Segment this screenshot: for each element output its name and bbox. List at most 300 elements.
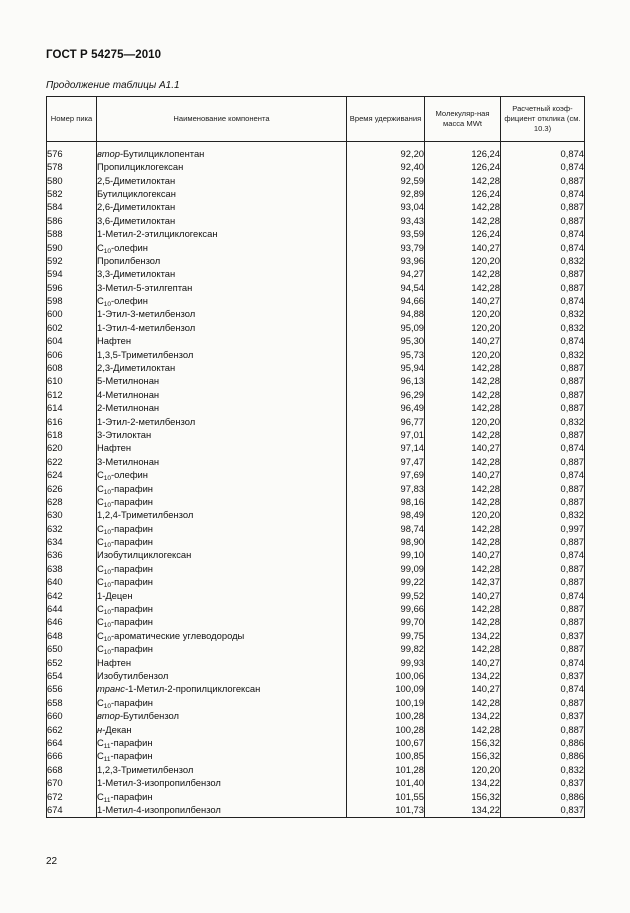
name-text: Изобутилбензол: [97, 670, 169, 681]
component-name: [97, 562, 347, 575]
molecular-mass: 156,32: [425, 736, 501, 749]
molecular-mass: 142,28: [425, 268, 501, 281]
response-factor: 0,887: [501, 616, 585, 629]
peak-number: 580: [47, 174, 97, 187]
page-number: 22: [46, 856, 58, 867]
component-name: [97, 763, 347, 776]
peak-number: 598: [47, 294, 97, 307]
molecular-mass: 120,20: [425, 763, 501, 776]
name-text: Бутилбензол: [123, 710, 180, 722]
peak-number: 602: [47, 321, 97, 334]
molecular-mass: 140,27: [425, 549, 501, 562]
col-header-molecular-mass: Молекуляр-ная масса MWt: [425, 97, 501, 142]
table-row: [47, 549, 585, 562]
molecular-mass: 142,28: [425, 375, 501, 388]
components-table: [46, 96, 585, 818]
molecular-mass: 120,20: [425, 509, 501, 522]
component-name: [97, 442, 347, 455]
formula-base: С: [97, 482, 104, 494]
retention-time: 99,75: [347, 629, 425, 642]
peak-number: 638: [47, 562, 97, 575]
formula-subscript: 10: [103, 622, 112, 630]
component-name: [97, 308, 347, 321]
molecular-mass: 142,28: [425, 643, 501, 656]
peak-number: 588: [47, 227, 97, 240]
peak-number: 636: [47, 549, 97, 562]
molecular-mass: 140,27: [425, 442, 501, 455]
component-name: [97, 750, 347, 763]
table-row: [47, 428, 585, 441]
retention-time: 99,93: [347, 656, 425, 669]
response-factor: 0,874: [501, 468, 585, 481]
molecular-mass: 142,28: [425, 482, 501, 495]
component-name: [97, 455, 347, 468]
component-name: [97, 535, 347, 548]
retention-time: 100,28: [347, 709, 425, 722]
response-factor: 0,874: [501, 442, 585, 455]
retention-time: 93,43: [347, 214, 425, 227]
response-factor: 0,887: [501, 602, 585, 615]
component-name: [97, 294, 347, 307]
formula-suffix: -олефин: [111, 241, 148, 253]
molecular-mass: 142,28: [425, 388, 501, 401]
table-row: [47, 375, 585, 388]
retention-time: 97,69: [347, 468, 425, 481]
formula-base: С: [97, 603, 104, 615]
response-factor: 0,886: [501, 750, 585, 763]
component-name: [97, 227, 347, 240]
name-prefix: транс-: [97, 683, 129, 695]
table-row: [47, 308, 585, 321]
formula-base: С: [97, 241, 104, 253]
formula-base: С: [97, 522, 104, 534]
formula-subscript: 11: [103, 756, 111, 764]
formula-suffix: -парафин: [111, 522, 153, 534]
response-factor: 0,887: [501, 562, 585, 575]
formula-subscript: 10: [103, 582, 112, 589]
retention-time: 100,85: [347, 750, 425, 763]
response-factor: 0,832: [501, 763, 585, 776]
response-factor: 0,887: [501, 723, 585, 736]
component-name: [97, 522, 347, 535]
molecular-mass: 126,24: [425, 160, 501, 173]
table-row: [47, 321, 585, 334]
response-factor: 0,874: [501, 227, 585, 240]
peak-number: 660: [47, 709, 97, 722]
component-name: [97, 348, 347, 361]
response-factor: 0,887: [501, 268, 585, 281]
retention-time: 96,29: [347, 388, 425, 401]
molecular-mass: 126,24: [425, 187, 501, 200]
molecular-mass: 142,28: [425, 495, 501, 508]
response-factor: 0,887: [501, 428, 585, 441]
retention-time: 97,47: [347, 455, 425, 468]
name-text: 1,3,5-Триметилбензол: [97, 348, 194, 360]
retention-time: 94,88: [347, 308, 425, 321]
retention-time: 93,04: [347, 201, 425, 214]
response-factor: 0,874: [501, 294, 585, 307]
document-title: ГОСТ Р 54275—2010: [46, 49, 162, 61]
peak-number: 626: [47, 482, 97, 495]
peak-number: 596: [47, 281, 97, 294]
name-text: Пропилбензол: [97, 254, 161, 266]
component-name: [97, 147, 347, 160]
name-text: 2,3-Диметилоктан: [97, 362, 176, 374]
component-name: [97, 335, 347, 348]
peak-number: 618: [47, 428, 97, 441]
response-factor: 0,887: [501, 535, 585, 548]
col-header-response-factor: Расчетный коэф-фициент отклика (см. 10.3): [501, 97, 585, 142]
response-factor: 0,874: [501, 187, 585, 200]
formula-subscript: 11: [103, 742, 111, 750]
formula-base: С: [97, 643, 104, 655]
table-row: [47, 201, 585, 214]
retention-time: 95,09: [347, 321, 425, 334]
retention-time: 98,16: [347, 495, 425, 508]
name-text: 1-Этил-2-метилбензол: [97, 415, 196, 427]
molecular-mass: 142,28: [425, 428, 501, 441]
component-name: [97, 241, 347, 254]
table-row: [47, 495, 585, 508]
name-text: 2,6-Диметилоктан: [97, 201, 176, 213]
peak-number: 662: [47, 723, 97, 736]
table-row: [47, 696, 585, 709]
table-row: [47, 602, 585, 615]
peak-number: 614: [47, 402, 97, 415]
formula-subscript: 11: [103, 796, 111, 804]
retention-time: 96,13: [347, 375, 425, 388]
component-name: [97, 509, 347, 522]
retention-time: 101,40: [347, 776, 425, 789]
component-name: [97, 428, 347, 441]
component-name: [97, 402, 347, 415]
peak-number: 590: [47, 241, 97, 254]
molecular-mass: 134,22: [425, 709, 501, 722]
formula-subscript: 10: [103, 609, 112, 616]
molecular-mass: 142,28: [425, 616, 501, 629]
formula-subscript: 10: [103, 568, 112, 576]
molecular-mass: 142,28: [425, 214, 501, 227]
retention-time: 98,74: [347, 522, 425, 535]
response-factor: 0,887: [501, 375, 585, 388]
component-name: [97, 709, 347, 722]
name-prefix: втор-: [97, 710, 124, 722]
response-factor: 0,832: [501, 415, 585, 428]
response-factor: 0,874: [501, 241, 585, 254]
name-text: 1-Метил-3-изопропилбензол: [97, 777, 221, 789]
table-row: [47, 227, 585, 240]
formula-base: С: [97, 295, 104, 307]
component-name: [97, 683, 347, 696]
name-text: 3-Метилнонан: [97, 455, 160, 467]
peak-number: 670: [47, 776, 97, 789]
peak-number: 644: [47, 602, 97, 615]
name-text: 4-Метилнонан: [97, 388, 160, 400]
molecular-mass: 120,20: [425, 254, 501, 267]
component-name: [97, 160, 347, 173]
name-text: 3,3-Диметилоктан: [97, 268, 176, 280]
retention-time: 100,06: [347, 669, 425, 682]
peak-number: 656: [47, 683, 97, 696]
molecular-mass: 142,28: [425, 201, 501, 214]
molecular-mass: 142,28: [425, 361, 501, 374]
name-text: Нафтен: [97, 335, 132, 347]
molecular-mass: 120,20: [425, 321, 501, 334]
col-header-component-name: Наименование компонента: [97, 97, 347, 142]
peak-number: 650: [47, 643, 97, 656]
molecular-mass: 142,28: [425, 522, 501, 535]
retention-time: 92,89: [347, 187, 425, 200]
formula-suffix: -парафин: [111, 576, 153, 588]
formula-subscript: 10: [103, 247, 112, 255]
component-name: [97, 214, 347, 227]
retention-time: 99,82: [347, 643, 425, 656]
formula-base: С: [97, 495, 104, 507]
component-name: [97, 736, 347, 749]
retention-time: 96,49: [347, 402, 425, 415]
response-factor: 0,874: [501, 160, 585, 173]
table-row: [47, 268, 585, 281]
response-factor: 0,837: [501, 629, 585, 642]
table-row: [47, 147, 585, 160]
col-header-peak-number: Номер пика: [47, 97, 97, 142]
retention-time: 99,10: [347, 549, 425, 562]
table-row: [47, 509, 585, 522]
peak-number: 632: [47, 522, 97, 535]
component-name: [97, 723, 347, 736]
formula-suffix: -парафин: [111, 696, 153, 708]
formula-suffix: -парафин: [110, 750, 153, 762]
molecular-mass: 140,27: [425, 468, 501, 481]
response-factor: 0,837: [501, 709, 585, 722]
formula-subscript: 10: [103, 301, 112, 308]
response-factor: 0,832: [501, 348, 585, 361]
response-factor: 0,886: [501, 736, 585, 749]
peak-number: 576: [47, 147, 97, 160]
component-name: [97, 201, 347, 214]
component-name: [97, 656, 347, 669]
molecular-mass: 142,37: [425, 576, 501, 589]
table-row: [47, 214, 585, 227]
response-factor: 0,887: [501, 361, 585, 374]
name-prefix: втор-: [97, 147, 124, 159]
formula-base: С: [97, 736, 104, 748]
name-text: Бутилциклогексан: [97, 187, 176, 199]
peak-number: 668: [47, 763, 97, 776]
molecular-mass: 134,22: [425, 776, 501, 789]
peak-number: 600: [47, 308, 97, 321]
component-name: [97, 361, 347, 374]
table-row: [47, 656, 585, 669]
table-row: [47, 361, 585, 374]
component-name: [97, 576, 347, 589]
table-row: [47, 643, 585, 656]
table-row: [47, 589, 585, 602]
response-factor: 0,887: [501, 576, 585, 589]
component-name: [97, 643, 347, 656]
table-row: [47, 750, 585, 763]
retention-time: 100,09: [347, 683, 425, 696]
table-row: [47, 281, 585, 294]
component-name: [97, 268, 347, 281]
peak-number: 634: [47, 535, 97, 548]
retention-time: 98,49: [347, 509, 425, 522]
component-name: [97, 415, 347, 428]
formula-suffix: -парафин: [111, 536, 153, 548]
peak-number: 616: [47, 415, 97, 428]
peak-number: 612: [47, 388, 97, 401]
peak-number: 578: [47, 160, 97, 173]
table-row: [47, 763, 585, 776]
retention-time: 101,73: [347, 803, 425, 817]
molecular-mass: 134,22: [425, 803, 501, 817]
retention-time: 92,40: [347, 160, 425, 173]
table-row: [47, 174, 585, 187]
response-factor: 0,832: [501, 509, 585, 522]
peak-number: 584: [47, 201, 97, 214]
formula-subscript: 10: [103, 528, 112, 536]
name-text: Пропилциклогексан: [97, 161, 184, 173]
molecular-mass: 140,27: [425, 589, 501, 602]
col-header-retention-time: Время удерживания: [347, 97, 425, 142]
peak-number: 592: [47, 254, 97, 267]
retention-time: 94,66: [347, 294, 425, 307]
response-factor: 0,832: [501, 308, 585, 321]
name-text: Нафтен: [97, 656, 132, 668]
component-name: [97, 669, 347, 682]
molecular-mass: 142,28: [425, 723, 501, 736]
molecular-mass: 140,27: [425, 241, 501, 254]
component-name: [97, 776, 347, 789]
retention-time: 97,01: [347, 428, 425, 441]
molecular-mass: 134,22: [425, 669, 501, 682]
retention-time: 99,52: [347, 589, 425, 602]
formula-subscript: 10: [103, 542, 112, 549]
response-factor: 0,874: [501, 589, 585, 602]
response-factor: 0,887: [501, 482, 585, 495]
response-factor: 0,887: [501, 214, 585, 227]
formula-suffix: -олефин: [111, 295, 148, 307]
component-name: [97, 281, 347, 294]
response-factor: 0,887: [501, 495, 585, 508]
response-factor: 0,837: [501, 776, 585, 789]
formula-base: С: [97, 562, 104, 574]
name-text: Бутилциклопентан: [123, 147, 205, 159]
component-name: [97, 468, 347, 481]
table-row: [47, 736, 585, 749]
component-name: [97, 589, 347, 602]
molecular-mass: 142,28: [425, 174, 501, 187]
table-row: [47, 415, 585, 428]
response-factor: 0,887: [501, 455, 585, 468]
response-factor: 0,886: [501, 790, 585, 803]
peak-number: 622: [47, 455, 97, 468]
response-factor: 0,887: [501, 388, 585, 401]
peak-number: 604: [47, 335, 97, 348]
component-name: [97, 629, 347, 642]
table-row: [47, 455, 585, 468]
response-factor: 0,837: [501, 803, 585, 817]
name-text: 2,5-Диметилоктан: [97, 174, 176, 186]
table-row: [47, 616, 585, 629]
formula-base: С: [97, 696, 104, 708]
molecular-mass: 142,28: [425, 602, 501, 615]
response-factor: 0,887: [501, 643, 585, 656]
retention-time: 93,96: [347, 254, 425, 267]
component-name: [97, 790, 347, 803]
component-name: [97, 174, 347, 187]
component-name: [97, 549, 347, 562]
molecular-mass: 140,27: [425, 294, 501, 307]
retention-time: 100,19: [347, 696, 425, 709]
retention-time: 93,79: [347, 241, 425, 254]
retention-time: 95,30: [347, 335, 425, 348]
component-name: [97, 803, 347, 817]
retention-time: 99,22: [347, 576, 425, 589]
component-name: [97, 616, 347, 629]
formula-base: С: [97, 576, 104, 588]
molecular-mass: 120,20: [425, 308, 501, 321]
component-name: [97, 388, 347, 401]
component-name: [97, 482, 347, 495]
peak-number: 628: [47, 495, 97, 508]
component-name: [97, 375, 347, 388]
response-factor: 0,832: [501, 254, 585, 267]
name-text: 3,6-Диметилоктан: [97, 214, 176, 226]
formula-subscript: 10: [103, 475, 112, 482]
table-row: [47, 402, 585, 415]
response-factor: 0,887: [501, 402, 585, 415]
molecular-mass: 142,28: [425, 455, 501, 468]
formula-base: С: [97, 750, 104, 762]
table-row: [47, 442, 585, 455]
peak-number: 666: [47, 750, 97, 763]
retention-time: 97,83: [347, 482, 425, 495]
formula-subscript: 10: [103, 635, 112, 643]
formula-base: С: [97, 616, 104, 628]
peak-number: 640: [47, 576, 97, 589]
name-text: 1,2,4-Триметилбензол: [97, 509, 194, 521]
formula-subscript: 10: [103, 702, 112, 710]
name-text: 1-Метил-2-этилциклогексан: [97, 228, 218, 240]
component-name: [97, 321, 347, 334]
table-row: [47, 723, 585, 736]
component-name: [97, 696, 347, 709]
peak-number: 658: [47, 696, 97, 709]
component-name: [97, 495, 347, 508]
name-prefix: н-: [97, 723, 106, 735]
name-text: 3-Этилоктан: [97, 428, 152, 440]
table-row: [47, 576, 585, 589]
peak-number: 624: [47, 468, 97, 481]
formula-base: С: [97, 629, 104, 641]
table-row: [47, 241, 585, 254]
component-name: [97, 602, 347, 615]
table-row: [47, 160, 585, 173]
formula-base: С: [97, 790, 104, 802]
retention-time: 95,94: [347, 361, 425, 374]
name-text: 5-Метилнонан: [97, 375, 160, 387]
table-row: [47, 468, 585, 481]
peak-number: 610: [47, 375, 97, 388]
response-factor: 0,997: [501, 522, 585, 535]
peak-number: 620: [47, 442, 97, 455]
retention-time: 94,27: [347, 268, 425, 281]
peak-number: 606: [47, 348, 97, 361]
peak-number: 594: [47, 268, 97, 281]
name-text: 1-Метил-4-изопропилбензол: [97, 804, 221, 816]
table-row: [47, 535, 585, 548]
